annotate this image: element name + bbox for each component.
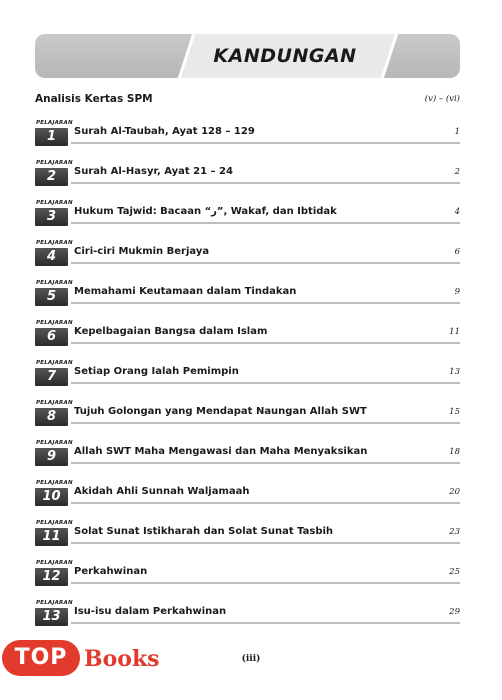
lesson-number: 2 [35,168,68,186]
lesson-divider [71,302,460,304]
lesson-page-number: 9 [454,287,460,297]
lesson-entry [35,320,460,360]
lesson-entry [35,200,460,240]
lesson-entry [35,280,460,320]
lesson-word: PELAJARAN [36,160,73,166]
lesson-number: 11 [35,528,68,546]
lesson-number: 6 [35,328,68,346]
lesson-number: 3 [35,208,68,226]
lesson-title: Surah Al-Hasyr, Ayat 21 – 24 [74,166,233,177]
title-banner [35,34,460,78]
lesson-word: PELAJARAN [36,280,73,286]
lesson-list [35,120,460,640]
lesson-divider [71,262,460,264]
lesson-entry [35,560,460,600]
lesson-divider [71,502,460,504]
lesson-title: Solat Sunat Istikharah dan Solat Sunat Tasbih [74,526,334,537]
lesson-title: Akidah Ahli Sunnah Waljamaah [74,486,250,497]
intro-row [35,93,460,113]
lesson-number: 13 [35,608,68,626]
lesson-word: PELAJARAN [36,320,73,326]
lesson-divider [71,142,460,144]
lesson-title: Hukum Tajwid: Bacaan “ر”, Wakaf, dan Ibtidak [74,206,337,217]
lesson-entry [35,520,460,560]
watermark-books: Books [84,646,160,672]
lesson-page-number: 2 [454,167,460,177]
lesson-page-number: 13 [449,367,460,377]
lesson-page-number: 25 [449,567,460,577]
lesson-divider [71,582,460,584]
intro-label: Analisis Kertas SPM [35,93,153,105]
lesson-word: PELAJARAN [36,200,73,206]
lesson-title: Setiap Orang Ialah Pemimpin [74,366,239,377]
lesson-word: PELAJARAN [36,560,73,566]
lesson-entry [35,360,460,400]
lesson-page-number: 1 [454,127,460,137]
watermark-logo [0,640,200,680]
lesson-word: PELAJARAN [36,520,73,526]
lesson-page-number: 20 [449,487,460,497]
lesson-entry [35,120,460,160]
intro-page-range: (v) – (vi) [424,94,460,104]
lesson-divider [71,462,460,464]
lesson-title: Surah Al-Taubah, Ayat 128 – 129 [74,126,255,137]
lesson-page-number: 23 [449,527,460,537]
lesson-word: PELAJARAN [36,440,73,446]
lesson-page-number: 18 [449,447,460,457]
page-number: (iii) [241,654,261,664]
lesson-number: 4 [35,248,68,266]
lesson-number: 9 [35,448,68,466]
lesson-divider [71,342,460,344]
lesson-page-number: 6 [454,247,460,257]
lesson-title: Ciri-ciri Mukmin Berjaya [74,246,210,257]
lesson-number: 7 [35,368,68,386]
lesson-entry [35,160,460,200]
page-title: KANDUNGAN [213,45,357,67]
lesson-title: Isu-isu dalam Perkahwinan [74,606,227,617]
lesson-page-number: 4 [454,207,460,217]
lesson-entry [35,440,460,480]
watermark-top: TOP [2,640,80,676]
lesson-entry [35,600,460,640]
lesson-word: PELAJARAN [36,480,73,486]
lesson-word: PELAJARAN [36,360,73,366]
lesson-word: PELAJARAN [36,600,73,606]
lesson-word: PELAJARAN [36,400,73,406]
lesson-divider [71,382,460,384]
lesson-entry [35,400,460,440]
lesson-number: 12 [35,568,68,586]
lesson-page-number: 11 [449,327,460,337]
lesson-word: PELAJARAN [36,240,73,246]
lesson-divider [71,222,460,224]
lesson-number: 5 [35,288,68,306]
lesson-entry [35,480,460,520]
lesson-divider [71,182,460,184]
lesson-title: Memahami Keutamaan dalam Tindakan [74,286,297,297]
lesson-page-number: 15 [449,407,460,417]
lesson-number: 1 [35,128,68,146]
lesson-divider [71,542,460,544]
lesson-word: PELAJARAN [36,120,73,126]
lesson-title: Kepelbagaian Bangsa dalam Islam [74,326,268,337]
lesson-entry [35,240,460,280]
lesson-number: 10 [35,488,68,506]
lesson-divider [71,422,460,424]
lesson-divider [71,622,460,624]
lesson-page-number: 29 [449,607,460,617]
lesson-number: 8 [35,408,68,426]
lesson-title: Perkahwinan [74,566,148,577]
lesson-title: Tujuh Golongan yang Mendapat Naungan Allah SWT [74,406,367,417]
lesson-title: Allah SWT Maha Mengawasi dan Maha Menyaksikan [74,446,368,457]
